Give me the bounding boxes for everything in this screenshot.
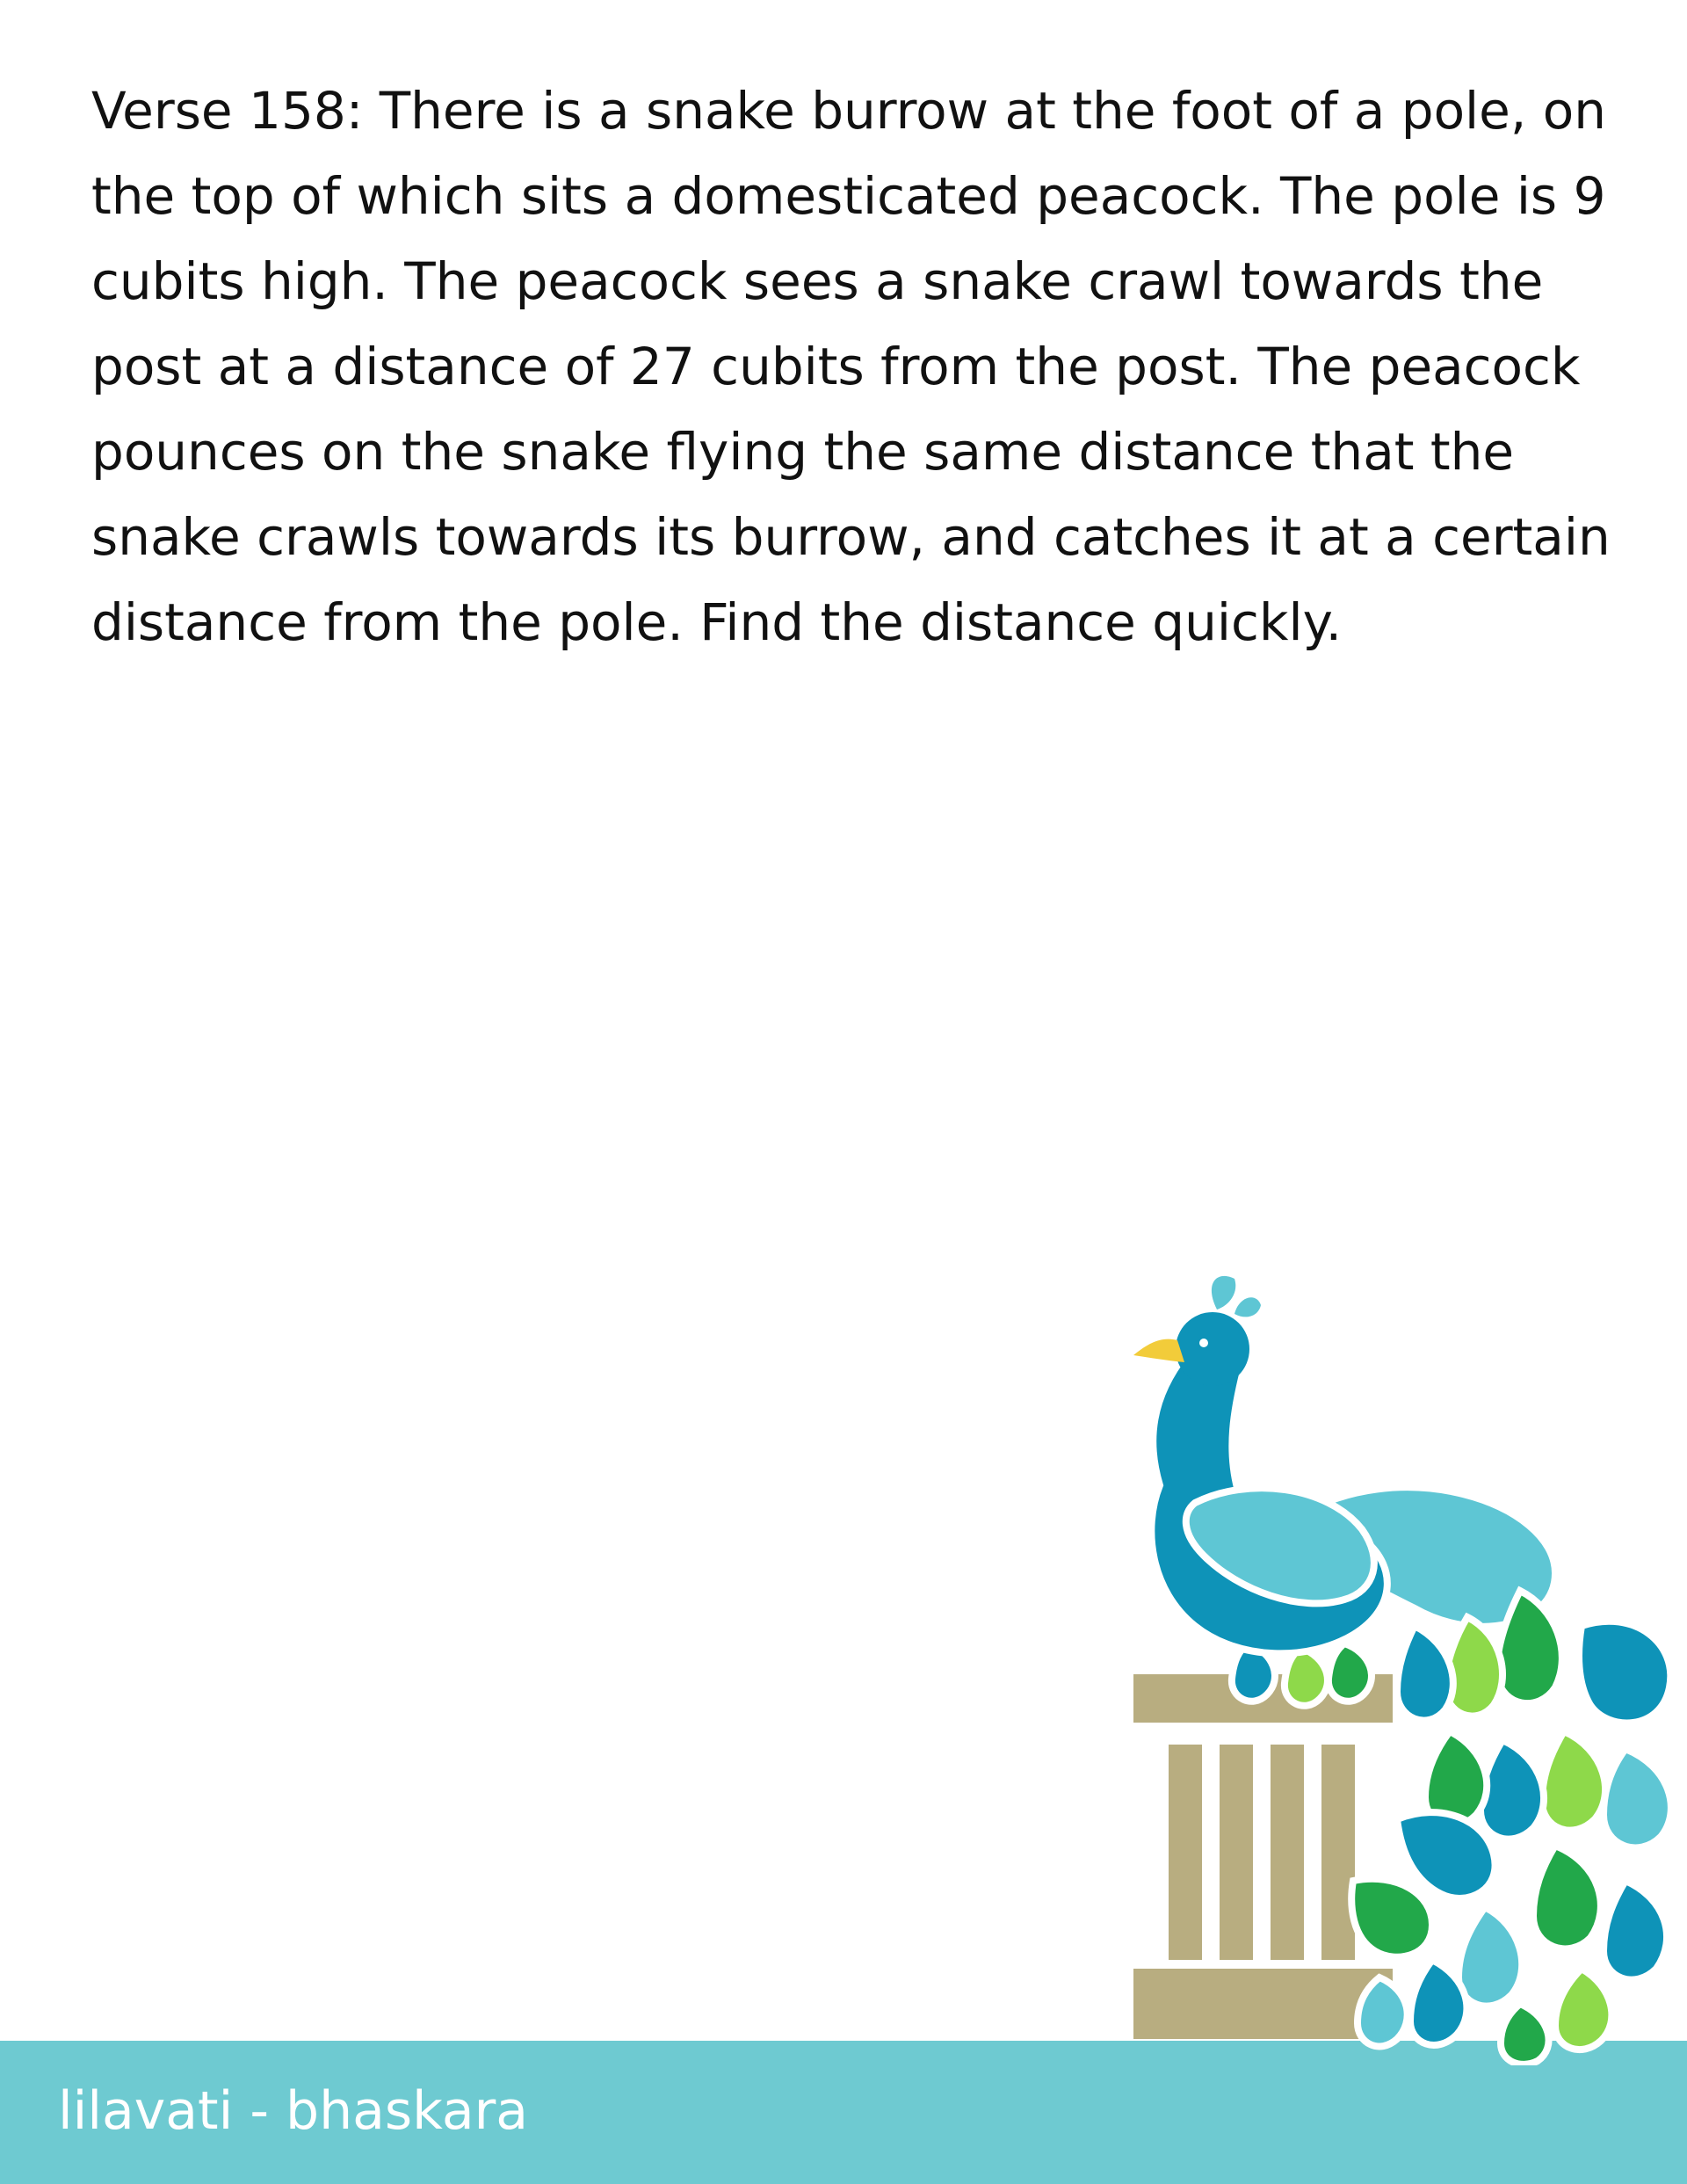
verse-text: Verse 158: There is a snake burrow at the foot of a pole, on the top of which sits a domesticated peacock. The pole is 9 cubits high. The peacock sees a snake crawl towards the post at a distance of 27 cubits from the post. The peacock pounces on the snake flying the same distance that the snake crawls towards its burrow, and catches it at a certain distance from the pole. Find the distance quickly. [91,81,1611,652]
footer-label: lilavati - bhaskara [58,2080,529,2142]
crest [1212,1276,1235,1310]
peacock-body [1133,1276,1387,1653]
beak [1133,1339,1184,1362]
peacock-illustration [1063,1274,1687,2065]
pole [1133,1674,1393,2039]
